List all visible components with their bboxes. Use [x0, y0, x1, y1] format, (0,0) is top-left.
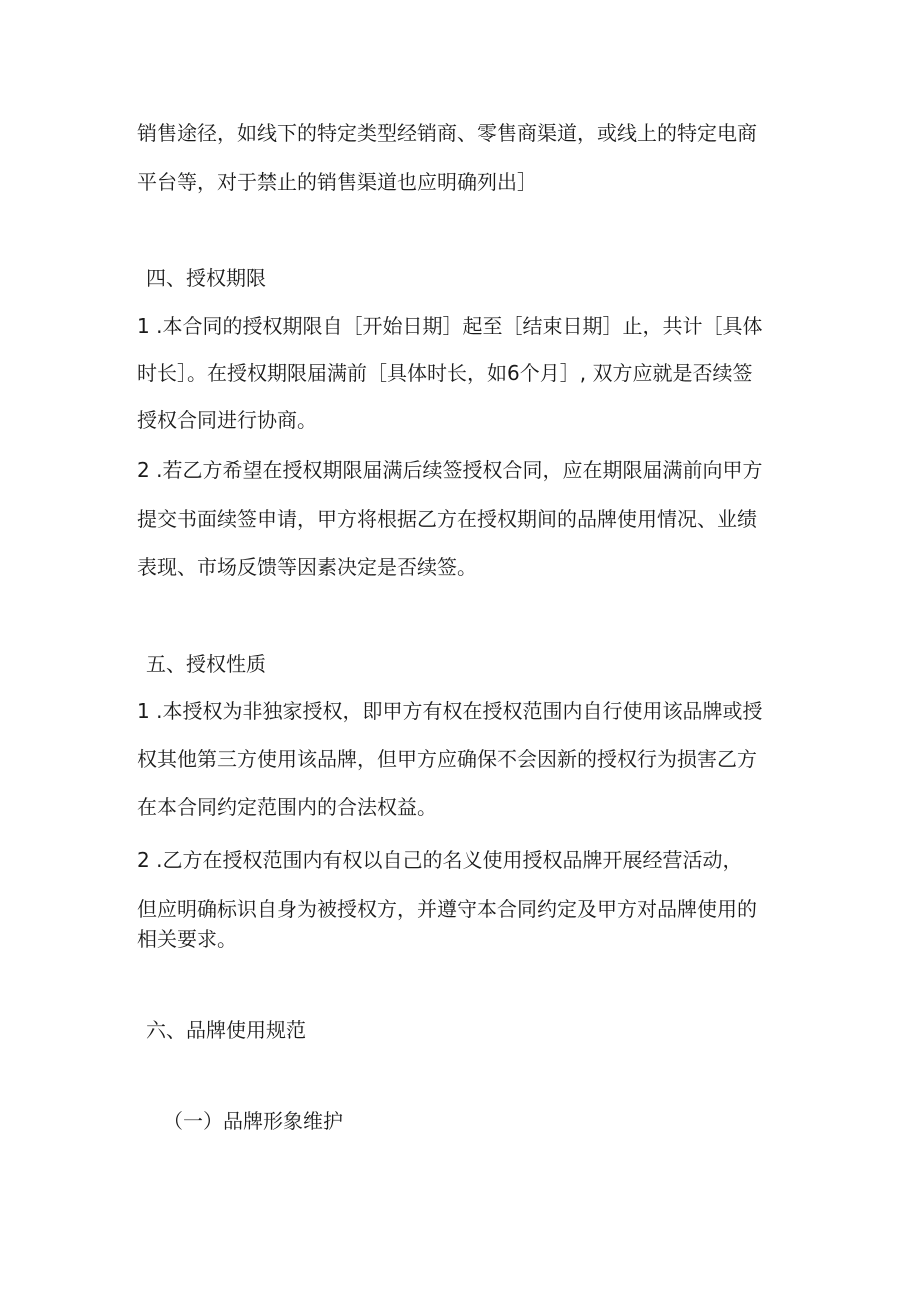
- section-heading: 六、品牌使用规范: [146, 1018, 306, 1042]
- paragraph-line: 2 .若乙方希望在授权期限届满后续签授权合同，应在期限届满前向甲方: [137, 458, 763, 482]
- paragraph-line: 时长］。在授权期限届满前［具体时长，如6个月］, 双方应就是否续签: [137, 361, 753, 385]
- paragraph-line: 销售途径，如线下的特定类型经销商、零售商渠道，或线上的特定电商: [137, 121, 757, 145]
- paragraph-line: 2 .乙方在授权范围内有权以自己的名义使用授权品牌开展经营活动，: [137, 848, 743, 872]
- paragraph-line: 提交书面续签申请，甲方将根据乙方在授权期间的品牌使用情况、业绩: [137, 507, 757, 531]
- paragraph-line: 相关要求。: [137, 927, 237, 951]
- paragraph-line: 授权合同进行协商。: [137, 408, 317, 432]
- paragraph-line: 表现、市场反馈等因素决定是否续签。: [137, 555, 477, 579]
- paragraph-line: 平台等，对于禁止的销售渠道也应明确列出］: [137, 170, 537, 194]
- paragraph-line: 1 .本授权为非独家授权，即甲方有权在授权范围内自行使用该品牌或授: [137, 699, 763, 723]
- paragraph-line: 但应明确标识自身为被授权方，并遵守本合同约定及甲方对品牌使用的: [137, 897, 757, 921]
- paragraph-line: 1 .本合同的授权期限自［开始日期］起至［结束日期］止，共计［具体: [137, 314, 763, 338]
- subsection-heading: （一）品牌形象维护: [163, 1109, 343, 1133]
- section-heading: 五、授权性质: [146, 652, 266, 676]
- section-heading: 四、授权期限: [146, 266, 266, 290]
- paragraph-line: 权其他第三方使用该品牌，但甲方应确保不会因新的授权行为损害乙方: [137, 747, 757, 771]
- paragraph-line: 在本合同约定范围内的合法权益。: [137, 795, 437, 819]
